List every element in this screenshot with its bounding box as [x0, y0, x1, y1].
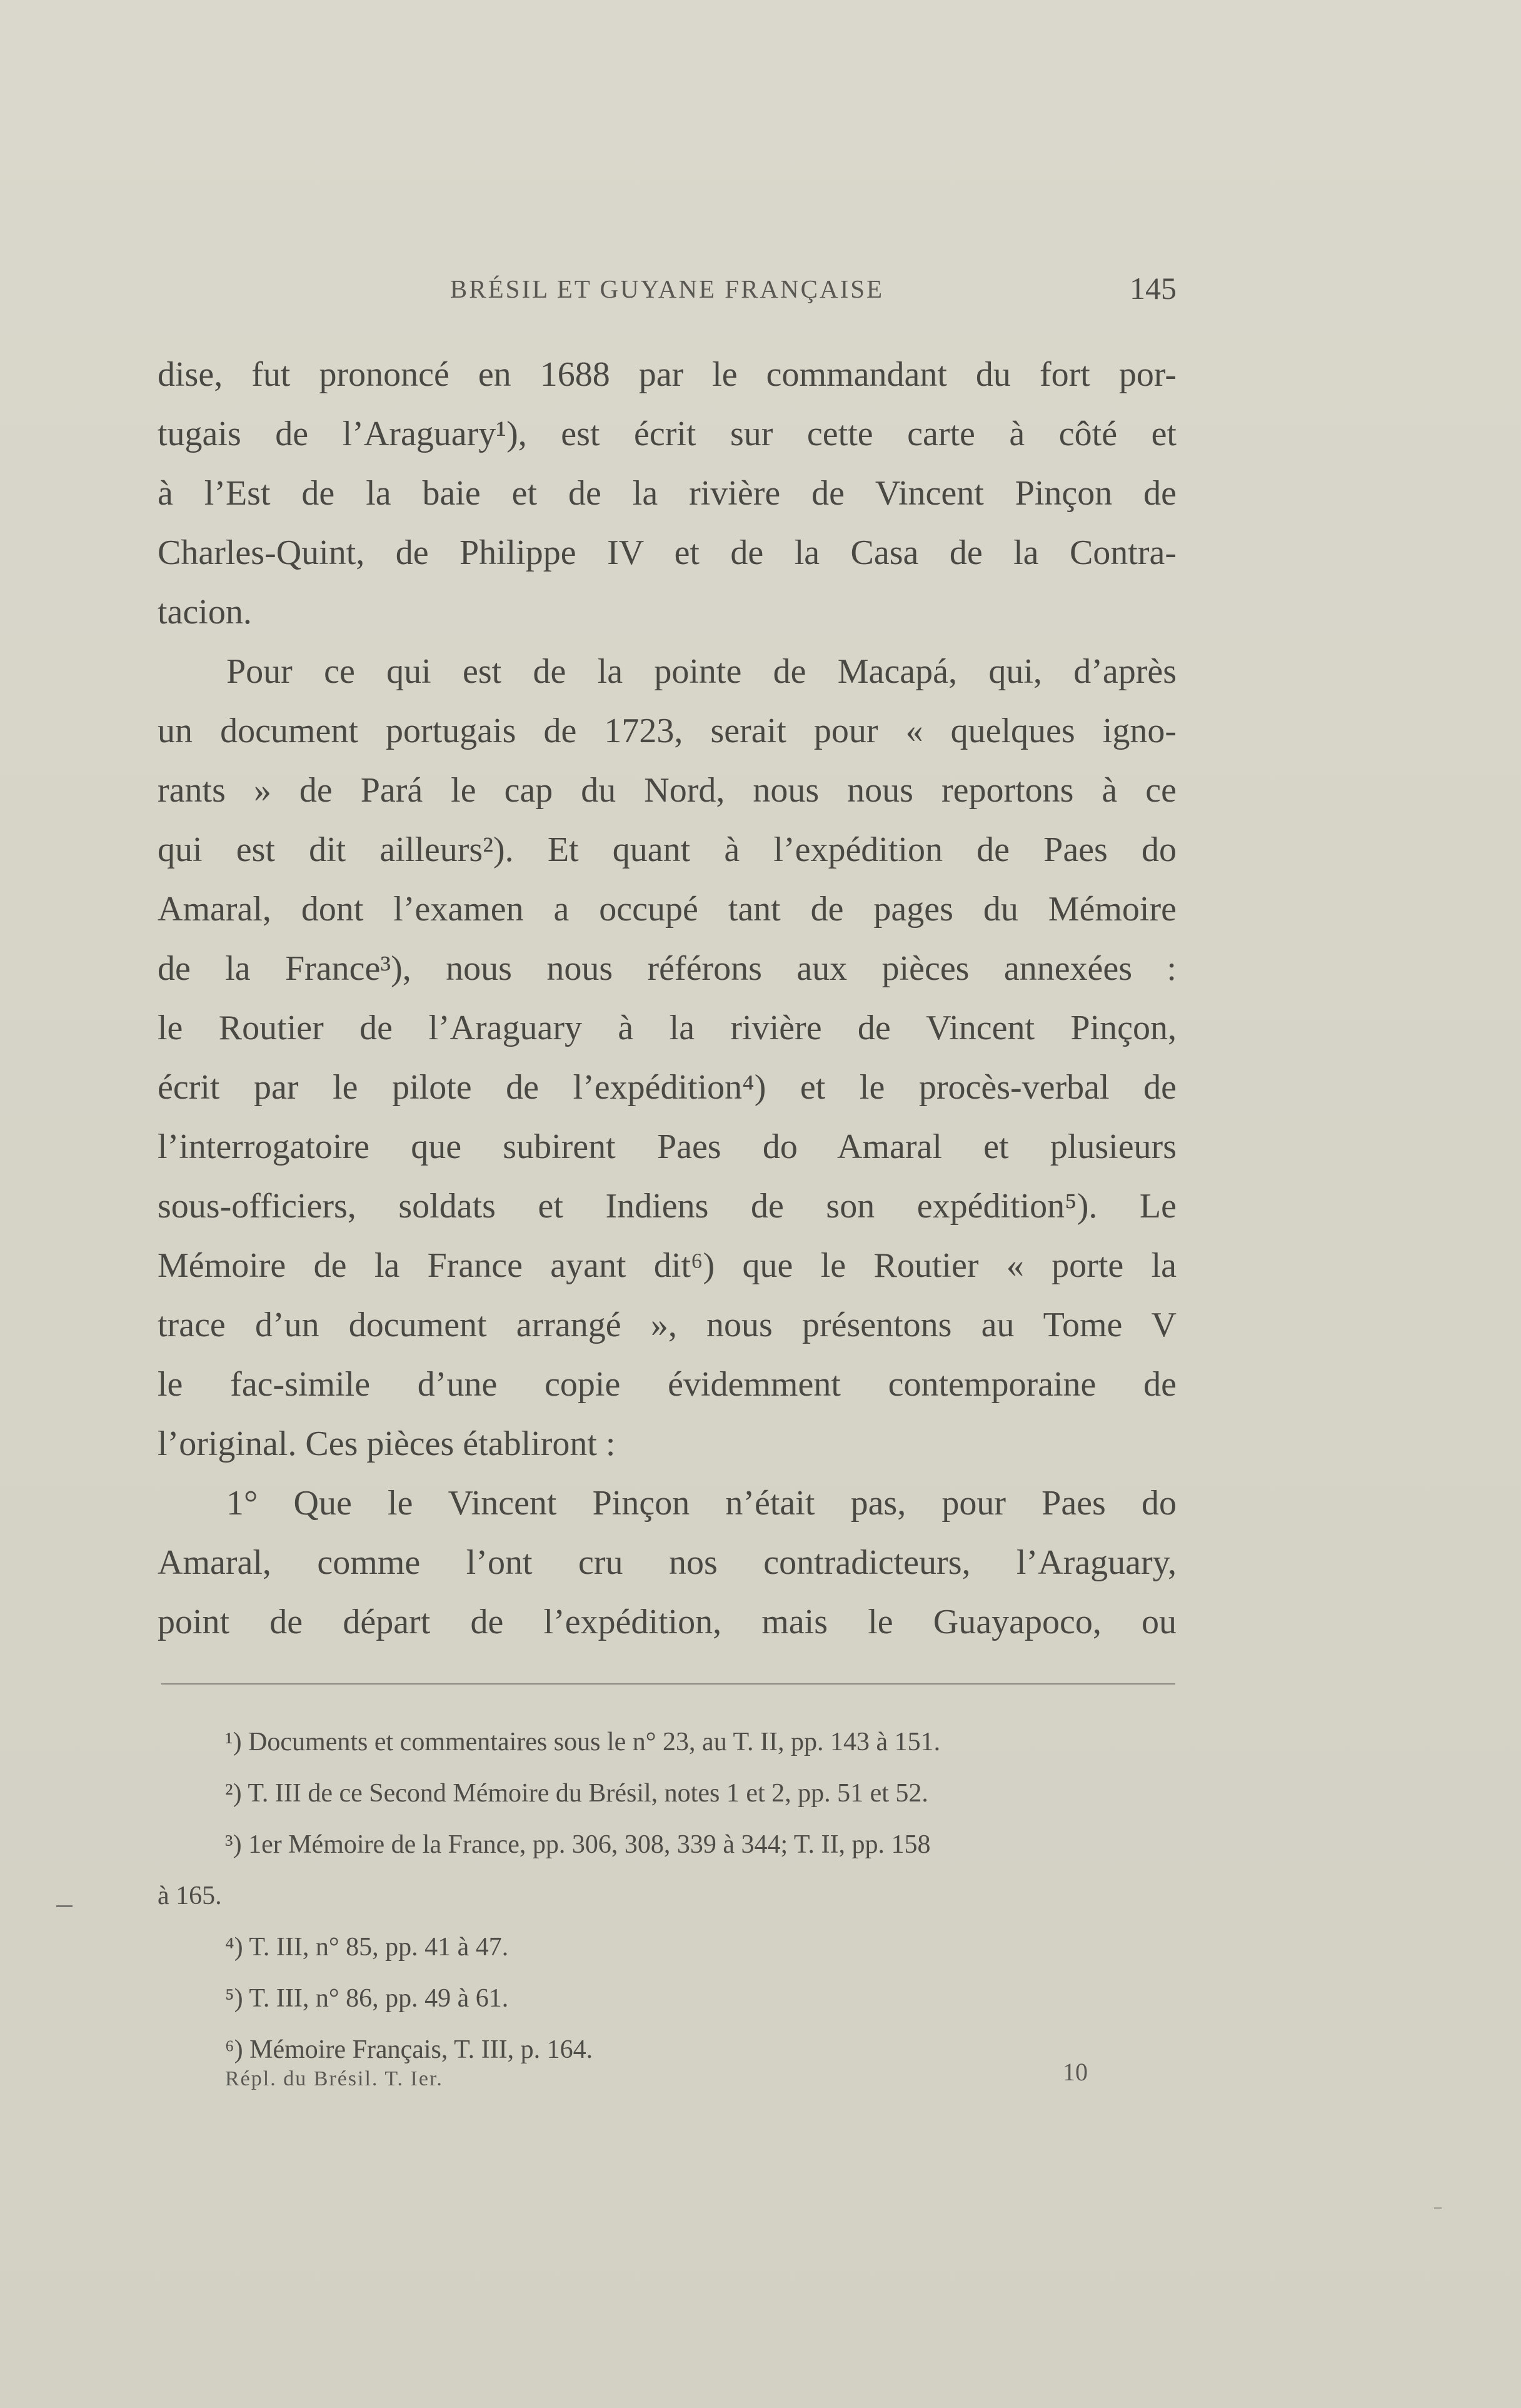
body-text [158, 345, 1177, 1652]
footnote: ¹) Documents et commentaires sous le n° 23, au T. II, pp. 143 à 151. [225, 1728, 941, 1756]
text-line: Charles-Quint, de Philippe IV et de la Casa de la Contra- [158, 533, 1177, 572]
footnote: ⁴) T. III, n° 85, pp. 41 à 47. [225, 1933, 509, 1962]
footnote: ³) 1er Mémoire de la France, pp. 306, 308, 339 à 344; T. II, pp. 158 [225, 1830, 931, 1859]
text-line: écrit par le pilote de l’expédition⁴) et le procès-verbal de [158, 1068, 1177, 1107]
text-line: tugais de l’Araguary¹), est écrit sur cette carte à côté et [158, 415, 1177, 453]
text-line: Amaral, dont l’examen a occupé tant de pages du Mémoire [158, 890, 1177, 929]
footnote-continuation: à 165. [158, 1882, 222, 1910]
text-line: sous-officiers, soldats et Indiens de son expédition⁵). Le [158, 1187, 1177, 1226]
text-line: l’original. Ces pièces établiront : [158, 1424, 616, 1463]
margin-mark [56, 1905, 73, 1907]
text-line: un document portugais de 1723, serait pour « quelques igno- [158, 712, 1177, 750]
text-line: le fac-simile d’une copie évidemment contemporaine de [158, 1365, 1177, 1404]
text-line: rants » de Pará le cap du Nord, nous nous reportons à ce [158, 771, 1177, 810]
text-line: trace d’un document arrangé », nous présentons au Tome V [158, 1306, 1177, 1344]
text-line: à l’Est de la baie et de la rivière de Vincent Pinçon de [158, 474, 1177, 513]
text-line: 1° Que le Vincent Pinçon n’était pas, pour Paes do [226, 1484, 1177, 1523]
signature-mark: Répl. du Brésil. T. Ier. [225, 2067, 443, 2090]
page-header [158, 270, 1177, 314]
text-line: point de départ de l’expédition, mais le Guayapoco, ou [158, 1603, 1177, 1641]
text-line: Mémoire de la France ayant dit⁶) que le Routier « porte la [158, 1246, 1177, 1285]
text-line: dise, fut prononcé en 1688 par le commandant du fort por- [158, 355, 1177, 394]
paper-speck [1434, 2207, 1442, 2209]
footnote: ⁶) Mémoire Français, T. III, p. 164. [225, 2035, 593, 2064]
text-line: qui est dit ailleurs²). Et quant à l’expédition de Paes do [158, 830, 1177, 869]
page-number: 145 [1130, 271, 1177, 306]
footnotes [158, 1716, 1177, 2075]
footnote: ²) T. III de ce Second Mémoire du Brésil, notes 1 et 2, pp. 51 et 52. [225, 1779, 928, 1808]
running-title: BRÉSIL ET GUYANE FRANÇAISE [449, 275, 885, 303]
text-line: Pour ce qui est de la pointe de Macapá, qui, d’après [226, 652, 1177, 691]
footnote-divider [161, 1683, 1175, 1685]
text-line: tacion. [158, 593, 252, 632]
text-line: le Routier de l’Araguary à la rivière de Vincent Pinçon, [158, 1009, 1177, 1047]
text-line: de la France³), nous nous référons aux pièces annexées : [158, 949, 1177, 988]
text-line: l’interrogatoire que subirent Paes do Amaral et plusieurs [158, 1127, 1177, 1166]
page-footer [225, 2057, 1100, 2101]
footnote: ⁵) T. III, n° 86, pp. 49 à 61. [225, 1984, 509, 2013]
text-line: Amaral, comme l’ont cru nos contradicteurs, l’Araguary, [158, 1543, 1177, 1582]
sheet-number: 10 [1063, 2058, 1088, 2086]
